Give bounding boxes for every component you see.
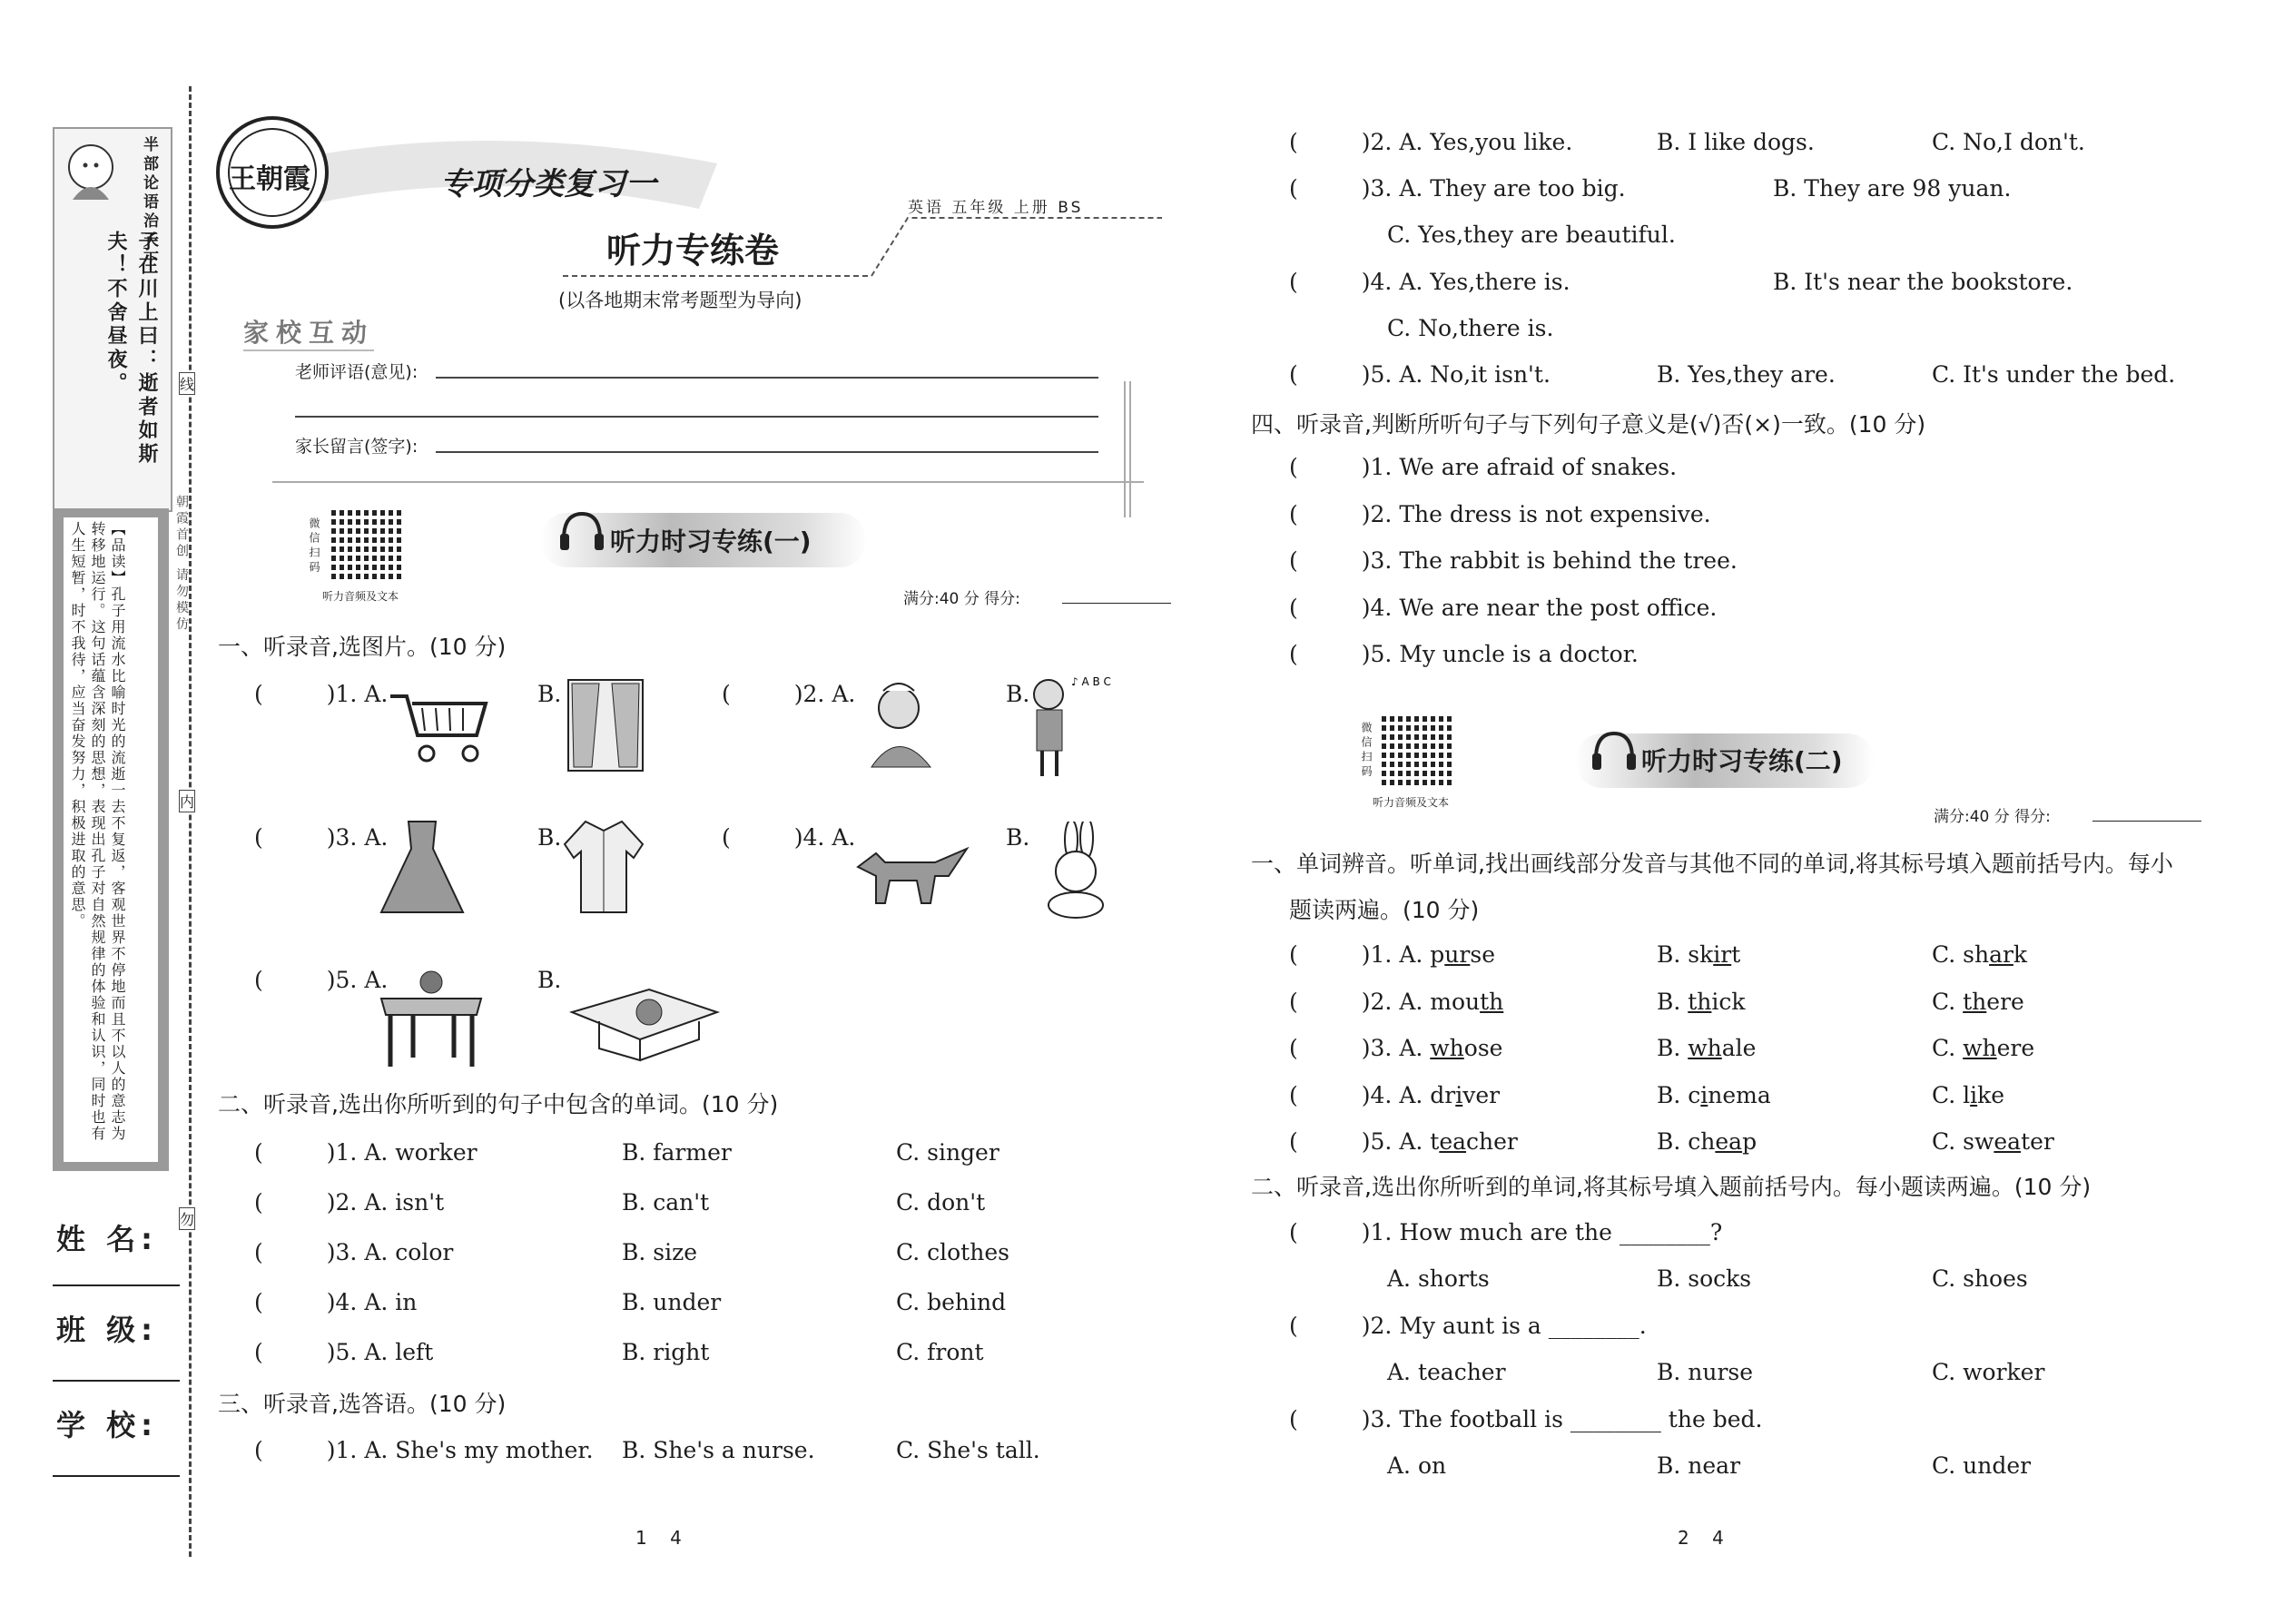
cut-line (189, 86, 192, 1557)
p1-sec1-q4: ( )4. A. (722, 824, 856, 851)
p2-sec1-q2-b: B. thick (1657, 988, 1746, 1015)
qr-caption-side-2: 微信扫码 (1360, 722, 1373, 780)
p1-sec4-q5: ( )5. My uncle is a doctor. (1289, 641, 1639, 667)
p1-sec1-q2: ( )2. A. (722, 681, 856, 707)
p2-sec2-q1-c: C. shoes (1932, 1265, 2028, 1292)
desk-with-item-image[interactable] (377, 962, 486, 1071)
shirt-image[interactable] (563, 817, 645, 917)
p1-sec2-q5-c: C. front (896, 1339, 984, 1365)
svg-text:♪ A B C: ♪ A B C (1071, 675, 1111, 688)
p1-sec1-q3: ( )3. A. (254, 824, 389, 851)
p1-sec1-q5-b: B. (537, 967, 562, 993)
confucius-portrait-panel (53, 127, 172, 512)
p2-sec1-q4-c: C. like (1932, 1081, 2005, 1108)
cut-mark-3: 勿 (179, 1207, 195, 1230)
p1-sec4-title: 四、听录音,判断所听句子与下列句子意义是(√)否(×)一致。(10 分) (1251, 411, 1926, 438)
headphones-icon (558, 508, 605, 554)
page-number-left: 1 4 (635, 1527, 682, 1549)
practice1-score-field[interactable] (1062, 603, 1171, 604)
p2-sec1-title-1: 一、单词辨音。听单词,找出画线部分发音与其他不同的单词,将其标号填入题前括号内。每小 (1251, 851, 2173, 877)
parent-message-line[interactable] (436, 451, 1098, 453)
p1-sec1-q1-b: B. (537, 681, 562, 707)
p1-sec2-q5-b: B. right (622, 1339, 710, 1365)
p2-sec1-q3-b: B. whale (1657, 1035, 1757, 1061)
reading-box (64, 517, 158, 1162)
singer-image[interactable] (1026, 672, 1126, 781)
p2-sec1-q3: ( )3. A. whose (1289, 1035, 1503, 1061)
p1-sec3-q3-b: B. They are 98 yuan. (1773, 175, 2012, 202)
p1-sec2-q2-b: B. can't (622, 1189, 710, 1216)
p1-sec1-q3-b: B. (537, 824, 562, 851)
p1-sec2-q1-b: B. farmer (622, 1139, 732, 1166)
side-note: 朝霞首创 请勿模仿 (174, 495, 189, 634)
p1-sec2-q5: ( )5. A. left (254, 1339, 434, 1365)
p1-sec4-q1: ( )1. We are afraid of snakes. (1289, 454, 1678, 480)
cut-mark-1: 线 (179, 372, 195, 395)
class-label: 班 级: (56, 1313, 158, 1347)
fox-image[interactable] (849, 831, 971, 908)
practice2-title: 听力时习专练(二) (1641, 746, 1843, 776)
series-title: 专项分类复习一 (440, 166, 656, 202)
p2-sec2-q2-b: B. nurse (1657, 1359, 1754, 1385)
p2-sec1-title-2: 题读两遍。(10 分) (1289, 897, 1480, 923)
p1-sec1-title: 一、听录音,选图片。(10 分) (218, 634, 507, 660)
p2-sec1-q1-c: C. shark (1932, 941, 2028, 968)
parent-message-label: 家长留言(签字): (295, 437, 418, 457)
header-bottom-rule (272, 481, 1144, 483)
p1-sec2-q3: ( )3. A. color (254, 1239, 454, 1265)
decor-bars (1124, 381, 1131, 517)
p1-sec3-q2-b: B. I like dogs. (1657, 129, 1815, 155)
headphones-icon-2 (1590, 728, 1638, 773)
home-school-heading: 家校互动 (243, 313, 374, 351)
p1-sec2-q2: ( )2. A. isn't (254, 1189, 445, 1216)
school-label: 学 校: (56, 1408, 158, 1442)
p2-sec1-q3-c: C. where (1932, 1035, 2035, 1061)
qr-caption-1: 听力音频及文本 (322, 590, 399, 603)
p1-sec2-q4-c: C. behind (896, 1289, 1007, 1315)
qr-caption-2: 听力音频及文本 (1373, 796, 1450, 809)
practice1-title: 听力时习专练(一) (610, 527, 812, 556)
p2-sec1-q5-b: B. cheap (1657, 1128, 1757, 1155)
p1-sec2-q3-c: C. clothes (896, 1239, 1009, 1265)
p1-sec3-q1-c: C. She's tall. (896, 1437, 1040, 1463)
p1-sec4-q3: ( )3. The rabbit is behind the tree. (1289, 547, 1738, 574)
dress-image[interactable] (377, 817, 468, 917)
name-field[interactable] (53, 1284, 180, 1286)
p1-sec3-q5-b: B. Yes,they are. (1657, 361, 1836, 388)
p2-sec2-q3-c: C. under (1932, 1452, 2032, 1479)
p2-sec2-q2: ( )2. My aunt is a ________. (1289, 1313, 1647, 1339)
p2-sec1-q4-b: B. cinema (1657, 1081, 1771, 1108)
p2-sec2-q1-b: B. socks (1657, 1265, 1752, 1292)
p1-sec3-q2-c: C. No,I don't. (1932, 129, 2085, 155)
p1-sec2-q4: ( )4. A. in (254, 1289, 418, 1315)
portrait-caption: 半部论语治天下 (140, 136, 158, 270)
p1-sec1-q2-b: B. (1006, 681, 1030, 707)
qr-code-2[interactable] (1382, 713, 1454, 785)
class-field[interactable] (53, 1380, 180, 1382)
p2-sec2-q3-a: A. on (1387, 1452, 1447, 1479)
p2-sec2-q1-a: A. shorts (1387, 1265, 1490, 1292)
p2-sec1-q1: ( )1. A. purse (1289, 941, 1495, 968)
school-field[interactable] (53, 1475, 180, 1477)
p2-sec1-q4: ( )4. A. driver (1289, 1081, 1501, 1108)
p1-sec3-q1: ( )1. A. She's my mother. (254, 1437, 594, 1463)
logo-text: 王朝霞 (229, 163, 310, 195)
p1-sec3-q1-b: B. She's a nurse. (622, 1437, 815, 1463)
p2-sec2-q2-c: C. worker (1932, 1359, 2045, 1385)
p1-sec1-q1: ( )1. A. (254, 681, 389, 707)
p2-sec1-q5: ( )5. A. teacher (1289, 1128, 1518, 1155)
book-meta: 英语 五年级 上册 BS (908, 199, 1084, 217)
p1-sec3-q3-c: C. Yes,they are beautiful. (1387, 221, 1676, 248)
page-title: 听力专练卷 (606, 230, 780, 271)
qr-caption-side-1: 微信扫码 (308, 517, 320, 576)
p1-sec3-q4: ( )4. A. Yes,there is. (1289, 269, 1570, 295)
p2-sec1-q1-b: B. skirt (1657, 941, 1741, 968)
p1-sec2-q1-c: C. singer (896, 1139, 999, 1166)
p2-sec1-q5-c: C. sweater (1932, 1128, 2054, 1155)
teacher-comment-line-1[interactable] (436, 377, 1098, 379)
box-with-doll-image[interactable] (563, 971, 722, 1062)
p1-sec2-q1: ( )1. A. worker (254, 1139, 478, 1166)
p1-sec3-title: 三、听录音,选答语。(10 分) (218, 1391, 507, 1417)
p1-sec3-q2: ( )2. A. Yes,you like. (1289, 129, 1573, 155)
p2-sec1-q2: ( )2. A. mouth (1289, 988, 1504, 1015)
qr-code-1[interactable] (331, 507, 404, 579)
p2-sec2-q1: ( )1. How much are the ________? (1289, 1219, 1723, 1245)
p1-sec2-q4-b: B. under (622, 1289, 722, 1315)
practice2-score-field[interactable] (2092, 821, 2201, 822)
nurse-image[interactable] (858, 676, 949, 776)
practice1-score: 满分:40 分 得分: (903, 590, 1020, 608)
p1-sec3-q4-c: C. No,there is. (1387, 315, 1554, 341)
p1-sec2-title: 二、听录音,选出你所听到的句子中包含的单词。(10 分) (218, 1091, 779, 1117)
rabbit-image[interactable] (1030, 822, 1121, 921)
p1-sec2-q2-c: C. don't (896, 1189, 986, 1216)
p2-sec1-q2-c: C. there (1932, 988, 2024, 1015)
p2-sec2-q3: ( )3. The football is ________ the bed. (1289, 1406, 1763, 1432)
p1-sec4-q4: ( )4. We are near the post office. (1289, 594, 1718, 621)
p2-sec2-q3-b: B. near (1657, 1452, 1741, 1479)
name-label: 姓 名: (56, 1222, 158, 1256)
practice2-score: 满分:40 分 得分: (1934, 808, 2051, 826)
page-subtitle: (以各地期末常考题型为导向) (558, 290, 802, 311)
p1-sec3-q5-c: C. It's under the bed. (1932, 361, 2176, 388)
p1-sec1-q4-b: B. (1006, 824, 1030, 851)
p1-sec3-q5: ( )5. A. No,it isn't. (1289, 361, 1551, 388)
p1-sec2-q3-b: B. size (622, 1239, 698, 1265)
p1-sec3-q4-b: B. It's near the bookstore. (1773, 269, 2073, 295)
teacher-comment-line-2[interactable] (295, 416, 1098, 418)
p1-sec3-q3: ( )3. A. They are too big. (1289, 175, 1626, 202)
p1-sec4-q2: ( )2. The dress is not expensive. (1289, 500, 1711, 527)
page-number-right: 2 4 (1678, 1527, 1724, 1549)
teacher-comment-label: 老师评语(意见): (295, 362, 418, 382)
p2-sec2-title: 二、听录音,选出你所听到的单词,将其标号填入题前括号内。每小题读两遍。(10 分) (1251, 1174, 2092, 1200)
p1-sec1-q5: ( )5. A. (254, 967, 389, 993)
motto-text: 子在川上曰：逝者如斯夫！不舍昼夜。 (104, 231, 158, 467)
cut-mark-2: 内 (179, 790, 195, 812)
reading-text: 【品读】孔子用流水比喻时光的流逝一去不复返，客观世界不停地而且不以人的意志为转移地运行。这句话蕴含深刻的思想，表现出孔子对自然规律的体验和认识，同时也有人生短暂，时不我待，应当奋发努力，积极进取的意思。 (69, 521, 126, 1142)
curtains-image[interactable] (565, 676, 646, 776)
shopping-cart-image[interactable] (390, 685, 490, 767)
p2-sec2-q2-a: A. teacher (1387, 1359, 1506, 1385)
